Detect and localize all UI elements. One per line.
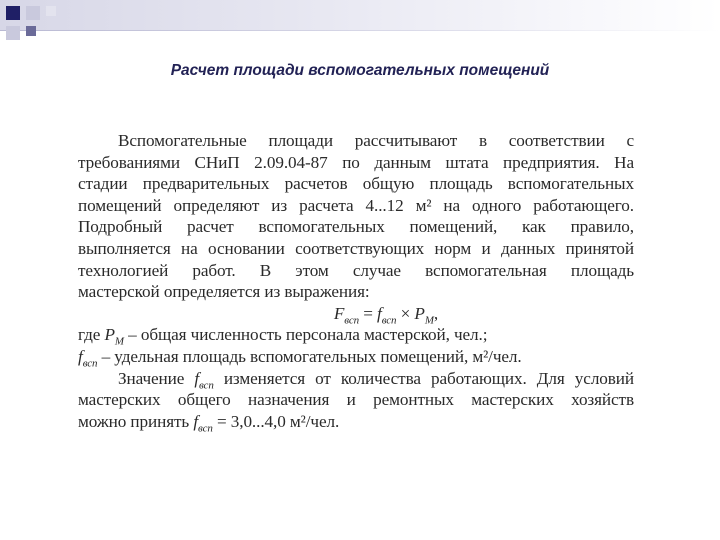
where-symbol: P [104, 325, 115, 345]
f-definition-text: – удельная площадь вспомогательных помещений, м²/чел. [97, 346, 522, 366]
light-square [46, 6, 56, 16]
value3-prefix: можно принять [78, 411, 194, 431]
where-prefix: где [78, 325, 105, 345]
dark-square [6, 6, 20, 20]
value-symbol: f [194, 368, 200, 388]
f-definition-line [78, 346, 634, 368]
formula-lhs-subscript: всп [344, 314, 360, 327]
value-line-1 [78, 368, 634, 390]
paragraph-line: помещений определяют из расчета 4...12 м² на одного работающего. [78, 195, 634, 215]
paragraph-line: стадии предварительных расчетов общую площадь вспомогательных [78, 174, 634, 194]
header-gradient-bar [0, 0, 720, 30]
slide-title: Расчет площади вспомогательных помещений [170, 62, 550, 79]
light-square [6, 26, 20, 40]
where-text: – общая численность персонала мастерской, чел.; [123, 325, 488, 345]
light-square [26, 6, 40, 20]
paragraph-line: технологией работ. В этом случае вспомогательная площадь [78, 260, 634, 280]
value-symbol-subscript: всп [199, 378, 214, 391]
f-symbol-subscript: всп [82, 357, 98, 370]
value3-symbol-subscript: всп [198, 422, 213, 435]
formula-lhs: F [333, 303, 345, 323]
paragraph-line: Вспомогательные площади рассчитывают в соответствии с [118, 131, 634, 150]
header-divider [0, 30, 720, 31]
value-line-3 [78, 411, 634, 433]
formula-p: P [414, 303, 425, 323]
corner-squares-decoration [0, 0, 70, 50]
f-symbol: f [78, 346, 83, 366]
value-prefix: Значение [118, 368, 195, 388]
value-line-2: мастерских общего назначения и ремонтных мастерских хозяйств [78, 390, 634, 410]
paragraph-line: выполняется на основании соответствующих норм и данных принятой [78, 238, 634, 258]
formula-f: f [377, 303, 382, 323]
where-line [78, 324, 634, 346]
formula [78, 303, 634, 325]
formula-times: × [396, 303, 415, 323]
where-symbol-subscript: M [114, 335, 124, 348]
paragraph-line: требованиями СНиП 2.09.04-87 по данным штата предприятия. На [78, 152, 634, 172]
value-text: изменяется от количества работающих. Для условий [213, 368, 634, 388]
formula-p-subscript: M [424, 314, 434, 327]
document-text-block [78, 130, 634, 435]
formula-end: , [433, 303, 439, 323]
formula-equals: = [359, 303, 378, 323]
paragraph-line: мастерской определяется из выражения: [78, 282, 370, 302]
formula-f-subscript: всп [381, 314, 397, 327]
value3-text: = 3,0...4,0 м²/чел. [212, 411, 340, 431]
paragraph-line: Подробный расчет вспомогательных помещений, как правило, [78, 217, 634, 237]
medium-square [26, 26, 36, 36]
value3-symbol: f [193, 411, 199, 431]
